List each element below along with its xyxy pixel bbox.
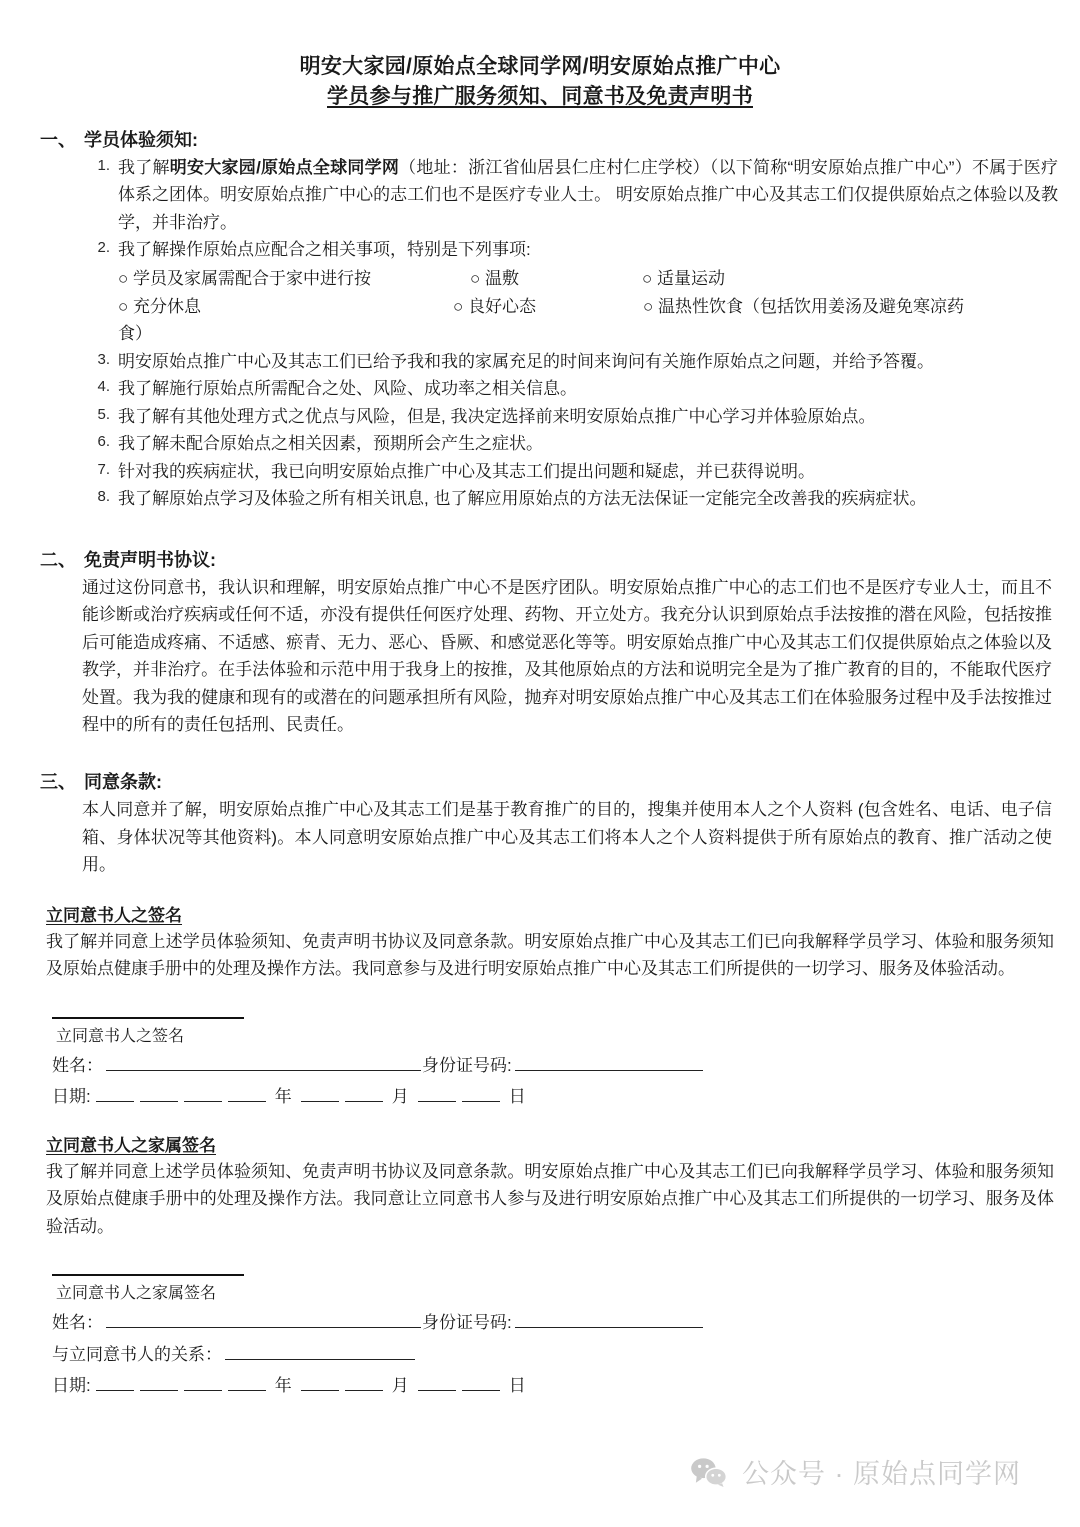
label-id-number: 身份证号码: (422, 1313, 512, 1333)
list-item (82, 458, 1058, 486)
signature-family-body: 我了解并同意上述学员体验须知、免责声明书协议及同意条款。明安原始点推广中心及其志工们已向我解释学员学习、体验和服务须知及原始点健康手册中的处理及操作方法。我同意让立同意书人参与及进行明安原始点推广中心及其志工们所提供的一切学习、服务及体验活动。 (46, 1161, 1054, 1236)
label-month: 月 (391, 1087, 409, 1107)
option-good-mindset[interactable]: ○ 良好心态 (453, 296, 536, 316)
list-item (82, 236, 1058, 347)
label-day: 日 (508, 1087, 526, 1107)
label-year: 年 (274, 1087, 292, 1107)
date-day-digit-1-family[interactable] (418, 1375, 456, 1391)
section-3-heading (0, 769, 1080, 796)
label-id-number: 身份证号码: (422, 1055, 512, 1075)
date-year-digit-3-self[interactable] (184, 1086, 222, 1102)
signature-self-title: 立同意书人之签名 (46, 905, 182, 925)
signature-family-date-row (52, 1370, 1080, 1401)
label-day: 日 (508, 1376, 526, 1396)
watermark (690, 1452, 1021, 1491)
section-student-notice (0, 127, 1080, 513)
list-item-number: 3. (97, 350, 110, 368)
date-year-digit-4-family[interactable] (228, 1375, 266, 1391)
option-warm-diet[interactable]: ○ 温热性饮食（包括饮用姜汤及避免寒凉药 (643, 296, 964, 316)
list-item-lead: 我了解 (118, 157, 170, 177)
option-warm-diet-continued: 食） (118, 324, 152, 344)
section-2-body: 通过这份同意书，我认识和理解，明安原始点推广中心不是医疗团队。明安原始点推广中心的志工们也不是医疗专业人士，而且不能诊断或治疗疾病或任何不适，亦没有提供任何医疗处理、药物、开立处方。我充分认识到原始点手法按推的潜在风险，包括按推后可能造成疼痛、不适感、瘀青、无力、恶心、昏厥、和感觉恶化等等。明安原始点推广中心及其志工们仅提供原始点之体验以及教学，并非治疗。在手法体验和示范中用于我身上的按推，及其他原始点的方法和说明完全是为了推广教育的目的，不能取代医疗处置。我为我的健康和现有的或潜在的问题承担所有风险，抛弃对明安原始点推广中心及其志工们在体验服务过程中及手法按推过程中的所有的责任包括刑、民责任。 (82, 577, 1052, 735)
compliance-options-grid (118, 265, 1058, 348)
section-1-number: 一、 (40, 129, 76, 150)
options-row-1 (118, 265, 1058, 293)
label-date: 日期: (52, 1087, 91, 1107)
list-item-number: 2. (97, 239, 110, 257)
label-relation: 与立同意书人的关系： (52, 1344, 222, 1364)
options-row-2 (118, 293, 1058, 321)
page-title-line-2: 学员参与推广服务须知、同意书及免责声明书 (327, 85, 753, 109)
id-number-input-self[interactable] (515, 1055, 703, 1071)
label-date: 日期: (52, 1376, 91, 1396)
list-item (82, 485, 1058, 513)
id-number-input-family[interactable] (515, 1312, 703, 1328)
name-input-family[interactable] (106, 1312, 421, 1328)
list-item-number: 6. (97, 433, 110, 451)
section-1-list (0, 154, 1080, 513)
signature-self-line[interactable] (52, 1017, 244, 1019)
section-2-heading-text: 免责声明书协议: (84, 549, 216, 570)
option-moderate-exercise[interactable]: ○ 适量运动 (642, 269, 725, 288)
list-item (82, 403, 1058, 431)
section-1-heading-text: 学员体验须知: (84, 129, 198, 150)
date-year-digit-4-self[interactable] (228, 1086, 266, 1102)
section-2-heading (0, 547, 1080, 574)
date-day-digit-2-self[interactable] (462, 1086, 500, 1102)
list-item-number: 1. (97, 156, 110, 174)
list-item (82, 154, 1058, 237)
section-1-heading (0, 127, 1080, 154)
date-month-digit-2-family[interactable] (345, 1375, 383, 1391)
label-year: 年 (274, 1376, 292, 1396)
list-item-number: 7. (97, 460, 110, 478)
list-item-text: 针对我的疾病症状，我已向明安原始点推广中心及其志工们提出问题和疑虑，并已获得说明。 (118, 461, 815, 481)
date-day-digit-1-self[interactable] (418, 1086, 456, 1102)
signature-family-caption: 立同意书人之家属签名 (56, 1285, 217, 1303)
signature-self-name-row (52, 1050, 1080, 1081)
label-name: 姓名： (52, 1055, 103, 1075)
date-month-digit-1-self[interactable] (301, 1086, 339, 1102)
list-item-bold-org: 明安大家园/原始点全球同学网 (169, 157, 400, 177)
relation-input-family[interactable] (225, 1344, 415, 1360)
option-adequate-rest[interactable]: ○ 充分休息 (118, 296, 201, 316)
label-month: 月 (391, 1376, 409, 1396)
signature-self-caption: 立同意书人之签名 (56, 1027, 185, 1045)
list-item-number: 4. (97, 378, 110, 396)
date-day-digit-2-family[interactable] (462, 1375, 500, 1391)
date-month-digit-2-self[interactable] (345, 1086, 383, 1102)
list-item-number: 5. (97, 405, 110, 423)
list-item-lead: 我了解操作原始点应配合之相关事项，特别是下列事项: (118, 240, 531, 260)
list-item-number: 8. (97, 488, 110, 506)
date-year-digit-1-self[interactable] (96, 1086, 134, 1102)
wechat-icon (690, 1457, 728, 1487)
signature-self-date-row (52, 1081, 1080, 1112)
section-3-heading-text: 同意条款: (84, 771, 162, 792)
section-3-number: 三、 (40, 771, 76, 792)
signature-family-relation-row (52, 1339, 1080, 1370)
option-home-massage[interactable]: ○ 学员及家属需配合于家中进行按 (118, 269, 371, 288)
section-2-number: 二、 (40, 549, 76, 570)
list-item (82, 348, 1058, 376)
list-item-text: 明安原始点推广中心及其志工们已给予我和我的家属充足的时间来询问有关施作原始点之问题，并给予答覆。 (118, 351, 934, 371)
signature-family-line[interactable] (52, 1274, 244, 1276)
section-disclaimer (0, 547, 1080, 739)
signature-family-fields (0, 1274, 1080, 1402)
list-item-text: 我了解施行原始点所需配合之处、风险、成功率之相关信息。 (118, 379, 577, 399)
section-3-body: 本人同意并了解，明安原始点推广中心及其志工们是基于教育推广的目的，搜集并使用本人之个人资料 (包含姓名、电话、电子信箱、身体状况等其他资料)。本人同意明安原始点推广中心及其志工们将本人之个人资料提供于所有原始点的教育、推广活动之使用。 (82, 799, 1052, 875)
date-year-digit-2-self[interactable] (140, 1086, 178, 1102)
name-input-self[interactable] (106, 1055, 421, 1071)
section-consent-terms (0, 769, 1080, 879)
date-year-digit-3-family[interactable] (184, 1375, 222, 1391)
list-item-rest: （地址：浙江省仙居县仁庄村仁庄学校）（以下简称“明安原始点推广中心”）不属于医疗体系之团体。明安原始点推广中心的志工们也不是医疗专业人士。 明安原始点推广中心及其志工们仅提供原始点之体验以及教学，并非治疗。 (118, 157, 1059, 232)
list-item-text: 我了解原始点学习及体验之所有相关讯息, 也了解应用原始点的方法无法保证一定能完全改善我的疾病症状。 (118, 489, 927, 509)
signature-family-name-row (52, 1307, 1080, 1338)
list-item-text: 我了解未配合原始点之相关因素，预期所会产生之症状。 (118, 434, 543, 454)
label-name: 姓名： (52, 1313, 103, 1333)
date-month-digit-1-family[interactable] (301, 1375, 339, 1391)
option-warm-compress[interactable]: ○ 温敷 (470, 269, 519, 288)
signature-self-title-wrap (0, 901, 1080, 926)
signature-block-family (0, 1131, 1080, 1402)
date-year-digit-1-family[interactable] (96, 1375, 134, 1391)
signature-family-title-wrap (0, 1131, 1080, 1156)
date-year-digit-2-family[interactable] (140, 1375, 178, 1391)
list-item (82, 375, 1058, 403)
page-title-line-1: 明安大家园/原始点全球同学网/明安原始点推广中心 (299, 55, 781, 78)
list-item-text: 我了解有其他处理方式之优点与风险，但是, 我决定选择前来明安原始点推广中心学习并体验原始点。 (118, 406, 876, 426)
document-title-block (0, 0, 1080, 113)
list-item (82, 430, 1058, 458)
signature-self-fields (0, 1017, 1080, 1113)
signature-self-body: 我了解并同意上述学员体验须知、免责声明书协议及同意条款。明安原始点推广中心及其志工们已向我解释学员学习、体验和服务须知及原始点健康手册中的处理及操作方法。我同意参与及进行明安原始点推广中心及其志工们所提供的一切学习、服务及体验活动。 (46, 931, 1054, 979)
watermark-text: 公众号 · 原始点同学网 (742, 1459, 1021, 1489)
signature-block-self (0, 901, 1080, 1113)
signature-family-title: 立同意书人之家属签名 (46, 1135, 216, 1155)
